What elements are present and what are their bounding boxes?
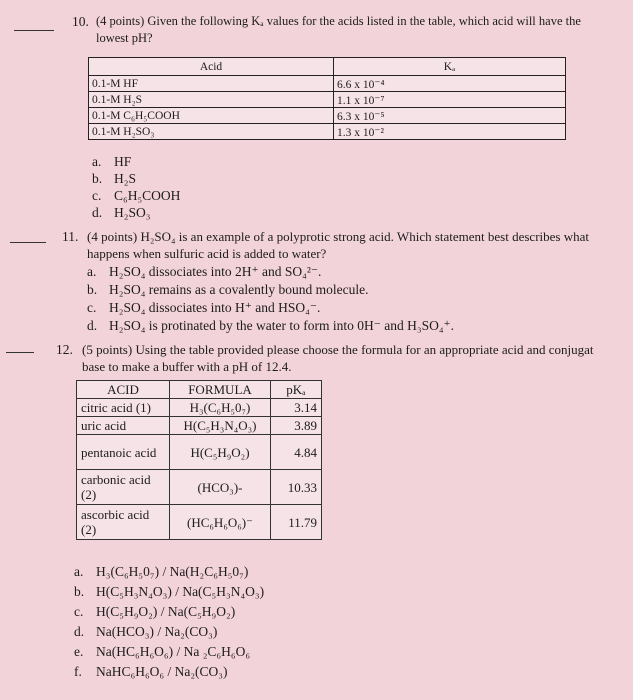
choice-text: H(C₅H₃N₄O₃) / Na(C₅H₃N₄O₃) <box>96 584 265 599</box>
q10-acid-cell: 0.1-M H₂SO₃ <box>89 124 334 140</box>
q12-buffer-table <box>76 380 322 540</box>
choice-text: H₂SO₄ dissociates into H⁺ and HSO₄⁻. <box>109 300 321 315</box>
q10-acid-cell: 0.1-M HF <box>89 76 334 92</box>
q10-number: 10. <box>72 14 89 29</box>
q12-choice-e[interactable] <box>74 643 250 660</box>
q12-choice-d[interactable] <box>74 623 217 640</box>
choice-text: NaHC₆H₆O₆ / Na₂(CO₃) <box>96 664 228 679</box>
choice-text: HF <box>114 154 132 169</box>
choice-label: b. <box>92 171 103 186</box>
choice-text: H₂SO₄ dissociates into 2H⁺ and SO₄²⁻. <box>109 264 322 279</box>
q10-choice-b[interactable] <box>92 170 136 187</box>
table-row <box>89 76 566 92</box>
choice-label: e. <box>74 644 84 659</box>
choice-label: b. <box>74 584 85 599</box>
choice-label: a. <box>92 154 102 169</box>
choice-text: H₂S <box>114 171 136 186</box>
q11-choice-c[interactable] <box>87 299 320 316</box>
q10-ka-cell: 1.1 x 10⁻⁷ <box>334 92 566 108</box>
choice-label: c. <box>92 188 102 203</box>
q10-prompt-line2: lowest pH? <box>96 31 153 45</box>
q12-pka-cell: 10.33 <box>271 470 322 505</box>
choice-text: H₂SO₄ is protinated by the water to form into 0H⁻ and H₃SO₄⁺. <box>109 318 455 333</box>
choice-text: Na(HCO₃) / Na₂(CO₃) <box>96 624 218 639</box>
q10-prompt-line1: (4 points) Given the following Kₐ values for the acids listed in the table, which acid will have the <box>96 14 581 28</box>
q12-table-header-pka: pKₐ <box>271 381 322 399</box>
q12-choice-b[interactable] <box>74 583 264 600</box>
q12-formula-cell: H(C₅H₉O₂) <box>170 435 271 470</box>
q12-table-header-formula: FORMULA <box>170 381 271 399</box>
table-row <box>77 470 322 505</box>
q11-prompt-line2: happens when sulfuric acid is added to water? <box>87 246 327 261</box>
choice-label: c. <box>74 604 84 619</box>
choice-text: H₂SO₄ remains as a covalently bound molecule. <box>109 282 369 297</box>
q11-number: 11. <box>62 229 79 244</box>
q12-acid-cell: citric acid (1) <box>77 399 170 417</box>
q12-pka-cell: 11.79 <box>271 505 322 540</box>
choice-text: C₆H₅COOH <box>114 188 181 203</box>
table-row <box>77 505 322 540</box>
q12-table-header-acid: ACID <box>77 381 170 399</box>
q12-formula-cell: H(C₅H₃N₄O₃) <box>170 417 271 435</box>
q10-choice-a[interactable] <box>92 153 131 170</box>
q12-pka-cell: 4.84 <box>271 435 322 470</box>
choice-text: H₂SO₃ <box>114 205 151 220</box>
q12-acid-cell: ascorbic acid (2) <box>77 505 170 540</box>
q10-table-header-acid: Acid <box>89 58 334 76</box>
table-row <box>77 435 322 470</box>
choice-label: d. <box>92 205 103 220</box>
q12-choice-a[interactable] <box>74 563 248 580</box>
choice-label: f. <box>74 664 82 679</box>
q12-formula-cell: H₃(C₆H₅0₇) <box>170 399 271 417</box>
q12-acid-cell: uric acid <box>77 417 170 435</box>
choice-label: a. <box>87 264 97 279</box>
q10-table-header-ka: Kₐ <box>334 58 566 76</box>
choice-label: b. <box>87 282 98 297</box>
q10-ka-cell: 6.6 x 10⁻⁴ <box>334 76 566 92</box>
q12-prompt-line2: base to make a buffer with a pH of 12.4. <box>82 359 292 374</box>
table-row <box>89 108 566 124</box>
q12-pka-cell: 3.14 <box>271 399 322 417</box>
choice-text: H(C₅H₉O₂) / Na(C₅H₉O₂) <box>96 604 236 619</box>
choice-label: a. <box>74 564 84 579</box>
q11-prompt-line1: (4 points) H₂SO₄ is an example of a polyprotic strong acid. Which statement best describes what <box>87 229 589 244</box>
answer-blank-q12[interactable] <box>6 352 34 353</box>
q11-choice-d[interactable] <box>87 317 454 334</box>
q12-pka-cell: 3.89 <box>271 417 322 435</box>
q12-acid-cell: pentanoic acid <box>77 435 170 470</box>
table-row <box>77 417 322 435</box>
choice-text: Na(HC₆H₆O₆) / Na ₂C₆H₆O₆ <box>96 644 251 659</box>
q10-choice-d[interactable] <box>92 204 150 221</box>
q10-ka-cell: 1.3 x 10⁻² <box>334 124 566 140</box>
q12-formula-cell: (HCO₃)- <box>170 470 271 505</box>
q10-ka-table <box>88 57 566 140</box>
q10-acid-cell: 0.1-M C₆H₅COOH <box>89 108 334 124</box>
table-row <box>77 399 322 417</box>
q10-acid-cell: 0.1-M H₂S <box>89 92 334 108</box>
choice-text: H₃(C₆H₅0₇) / Na(H₂C₆H₅0₇) <box>96 564 249 579</box>
answer-blank-q11[interactable] <box>10 242 46 243</box>
q12-formula-cell: (HC₆H₆O₆)⁻ <box>170 505 271 540</box>
choice-label: d. <box>87 318 98 333</box>
q10-ka-cell: 6.3 x 10⁻⁵ <box>334 108 566 124</box>
table-row <box>89 124 566 140</box>
q12-number: 12. <box>56 342 73 357</box>
table-row <box>89 92 566 108</box>
q11-choice-a[interactable] <box>87 263 321 280</box>
choice-label: c. <box>87 300 97 315</box>
q12-choice-f[interactable] <box>74 663 228 680</box>
q12-acid-cell: carbonic acid (2) <box>77 470 170 505</box>
q12-choice-c[interactable] <box>74 603 235 620</box>
choice-label: d. <box>74 624 85 639</box>
q12-prompt-line1: (5 points) Using the table provided please choose the formula for an appropriate acid and conjugat <box>82 342 594 357</box>
answer-blank-q10[interactable] <box>14 30 54 31</box>
q10-choice-c[interactable] <box>92 187 180 204</box>
q11-choice-b[interactable] <box>87 281 368 298</box>
